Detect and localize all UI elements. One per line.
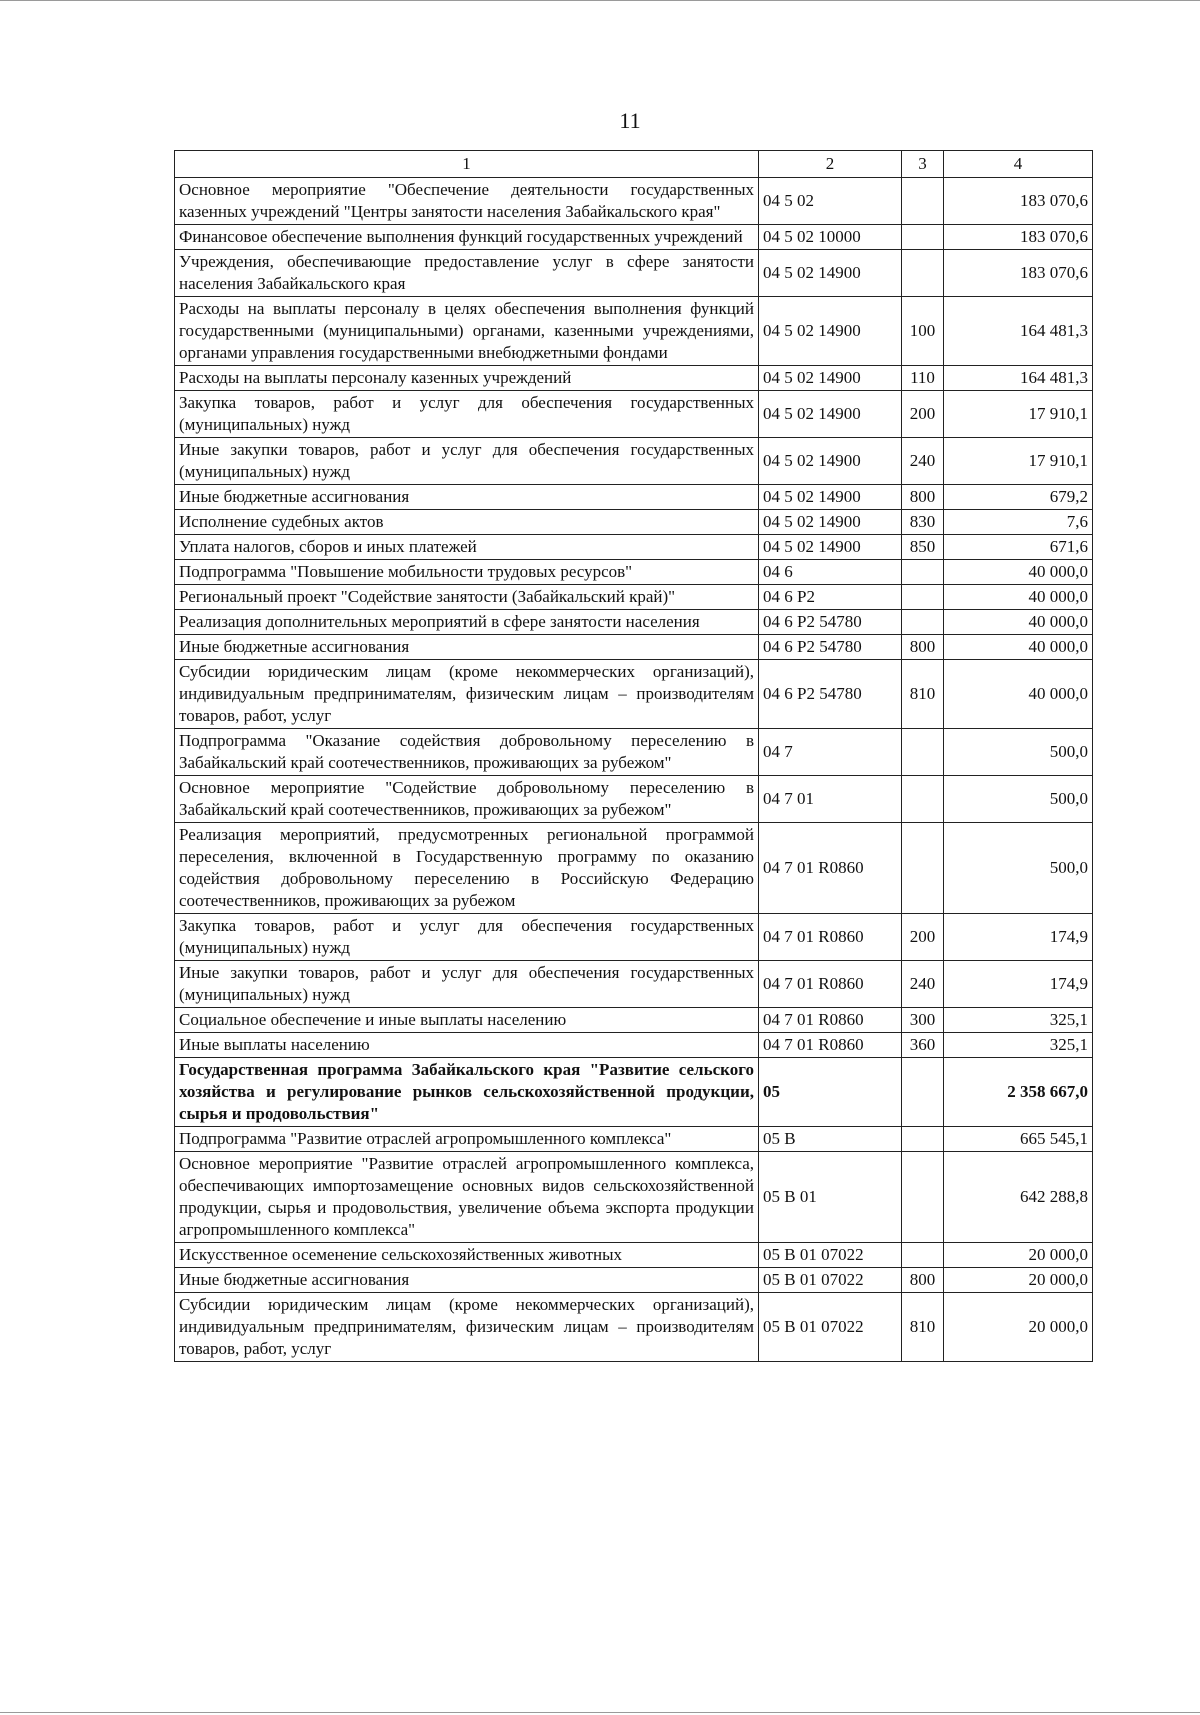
table-body [175, 178, 1093, 1362]
table-row [175, 776, 1093, 823]
row-code-cell: 04 5 02 14900 [759, 438, 902, 485]
row-expense-type-cell [902, 250, 944, 297]
budget-table [174, 150, 1093, 1362]
row-code-cell: 04 5 02 14900 [759, 391, 902, 438]
row-expense-type-cell: 100 [902, 297, 944, 366]
row-name-cell: Региональный проект "Содействие занятости (Забайкальский край)" [175, 585, 759, 610]
row-amount-cell: 40 000,0 [944, 660, 1093, 729]
row-code-cell: 04 6 P2 54780 [759, 660, 902, 729]
row-code-cell: 04 5 02 14900 [759, 510, 902, 535]
table-row [175, 1058, 1093, 1127]
row-name-cell: Расходы на выплаты персоналу казенных учреждений [175, 366, 759, 391]
row-name-cell: Субсидии юридическим лицам (кроме некоммерческих организаций), индивидуальным предпринимателям, физическим лицам – производителям товаров, работ, услуг [175, 660, 759, 729]
row-amount-cell: 20 000,0 [944, 1243, 1093, 1268]
row-expense-type-cell [902, 729, 944, 776]
row-name-cell: Иные закупки товаров, работ и услуг для обеспечения государственных (муниципальных) нужд [175, 961, 759, 1008]
row-code-cell: 05 В 01 07022 [759, 1268, 902, 1293]
row-code-cell: 04 5 02 14900 [759, 297, 902, 366]
row-name-cell: Уплата налогов, сборов и иных платежей [175, 535, 759, 560]
row-code-cell: 04 6 [759, 560, 902, 585]
row-expense-type-cell [902, 1243, 944, 1268]
table-row [175, 961, 1093, 1008]
table-row [175, 438, 1093, 485]
header-col-1: 1 [175, 151, 759, 178]
row-name-cell: Иные закупки товаров, работ и услуг для обеспечения государственных (муниципальных) нужд [175, 438, 759, 485]
row-name-cell: Учреждения, обеспечивающие предоставление услуг в сфере занятости населения Забайкальского края [175, 250, 759, 297]
row-amount-cell: 2 358 667,0 [944, 1058, 1093, 1127]
table-row [175, 914, 1093, 961]
row-amount-cell: 665 545,1 [944, 1127, 1093, 1152]
row-code-cell: 04 7 01 [759, 776, 902, 823]
table-row [175, 391, 1093, 438]
page-number: 11 [619, 108, 641, 133]
row-expense-type-cell [902, 560, 944, 585]
table-row [175, 297, 1093, 366]
table-row [175, 225, 1093, 250]
row-expense-type-cell: 850 [902, 535, 944, 560]
row-amount-cell: 17 910,1 [944, 391, 1093, 438]
table-row [175, 1033, 1093, 1058]
row-amount-cell: 183 070,6 [944, 178, 1093, 225]
table-row [175, 366, 1093, 391]
row-expense-type-cell [902, 776, 944, 823]
table-row [175, 1243, 1093, 1268]
table-row [175, 1268, 1093, 1293]
row-name-cell: Искусственное осеменение сельскохозяйственных животных [175, 1243, 759, 1268]
row-expense-type-cell: 800 [902, 485, 944, 510]
row-name-cell: Социальное обеспечение и иные выплаты населению [175, 1008, 759, 1033]
scan-edge-bottom [0, 1712, 1200, 1713]
row-name-cell: Основное мероприятие "Содействие добровольному переселению в Забайкальский край соотечественников, проживающих за рубежом" [175, 776, 759, 823]
row-amount-cell: 500,0 [944, 729, 1093, 776]
table-row [175, 560, 1093, 585]
row-code-cell: 04 7 [759, 729, 902, 776]
table-row [175, 510, 1093, 535]
table-row [175, 1127, 1093, 1152]
row-name-cell: Подпрограмма "Повышение мобильности трудовых ресурсов" [175, 560, 759, 585]
row-name-cell: Иные бюджетные ассигнования [175, 635, 759, 660]
table-row [175, 823, 1093, 914]
table-row [175, 1293, 1093, 1362]
row-name-cell: Основное мероприятие "Обеспечение деятельности государственных казенных учреждений "Центры занятости населения Забайкальского края" [175, 178, 759, 225]
table-row [175, 585, 1093, 610]
row-expense-type-cell: 810 [902, 660, 944, 729]
row-code-cell: 04 5 02 14900 [759, 535, 902, 560]
row-code-cell: 04 7 01 R0860 [759, 914, 902, 961]
header-col-3: 3 [902, 151, 944, 178]
table-row [175, 178, 1093, 225]
row-amount-cell: 500,0 [944, 776, 1093, 823]
header-col-2: 2 [759, 151, 902, 178]
row-amount-cell: 40 000,0 [944, 610, 1093, 635]
row-expense-type-cell: 360 [902, 1033, 944, 1058]
row-amount-cell: 164 481,3 [944, 297, 1093, 366]
row-code-cell: 04 5 02 14900 [759, 250, 902, 297]
row-code-cell: 05 [759, 1058, 902, 1127]
row-name-cell: Государственная программа Забайкальского края "Развитие сельского хозяйства и регулирование рынков сельскохозяйственной продукции, сырья и продовольствия" [175, 1058, 759, 1127]
row-code-cell: 04 5 02 14900 [759, 366, 902, 391]
row-amount-cell: 325,1 [944, 1033, 1093, 1058]
row-code-cell: 05 В 01 07022 [759, 1293, 902, 1362]
row-amount-cell: 642 288,8 [944, 1152, 1093, 1243]
row-amount-cell: 164 481,3 [944, 366, 1093, 391]
row-expense-type-cell: 800 [902, 635, 944, 660]
row-expense-type-cell: 810 [902, 1293, 944, 1362]
row-code-cell: 05 В 01 [759, 1152, 902, 1243]
row-expense-type-cell: 800 [902, 1268, 944, 1293]
row-code-cell: 04 7 01 R0860 [759, 1033, 902, 1058]
row-name-cell: Иные бюджетные ассигнования [175, 1268, 759, 1293]
row-expense-type-cell [902, 823, 944, 914]
row-name-cell: Подпрограмма "Развитие отраслей агропромышленного комплекса" [175, 1127, 759, 1152]
row-name-cell: Реализация дополнительных мероприятий в сфере занятости населения [175, 610, 759, 635]
table-row [175, 610, 1093, 635]
row-expense-type-cell [902, 610, 944, 635]
row-amount-cell: 40 000,0 [944, 635, 1093, 660]
row-name-cell: Основное мероприятие "Развитие отраслей агропромышленного комплекса, обеспечивающих импортозамещение основных видов сельскохозяйственной продукции, сырья и продовольствия, увеличение объема экспорта продукции агропромышленного комплекса" [175, 1152, 759, 1243]
header-col-4: 4 [944, 151, 1093, 178]
row-expense-type-cell: 240 [902, 438, 944, 485]
row-amount-cell: 40 000,0 [944, 585, 1093, 610]
row-amount-cell: 20 000,0 [944, 1268, 1093, 1293]
row-expense-type-cell [902, 1127, 944, 1152]
row-expense-type-cell [902, 1152, 944, 1243]
row-expense-type-cell: 830 [902, 510, 944, 535]
row-amount-cell: 17 910,1 [944, 438, 1093, 485]
row-code-cell: 04 7 01 R0860 [759, 1008, 902, 1033]
table-row [175, 660, 1093, 729]
row-expense-type-cell [902, 585, 944, 610]
row-code-cell: 04 6 P2 54780 [759, 610, 902, 635]
row-name-cell: Реализация мероприятий, предусмотренных региональной программой переселения, включенной в Государственную программу по оказанию содействия добровольному переселению в Российскую Федерацию соотечественников, проживающих за рубежом [175, 823, 759, 914]
row-expense-type-cell [902, 1058, 944, 1127]
row-amount-cell: 325,1 [944, 1008, 1093, 1033]
row-code-cell: 04 6 P2 54780 [759, 635, 902, 660]
row-name-cell: Финансовое обеспечение выполнения функций государственных учреждений [175, 225, 759, 250]
table-row [175, 535, 1093, 560]
row-code-cell: 04 5 02 14900 [759, 485, 902, 510]
table-row [175, 1008, 1093, 1033]
row-code-cell: 05 В [759, 1127, 902, 1152]
row-amount-cell: 679,2 [944, 485, 1093, 510]
row-name-cell: Субсидии юридическим лицам (кроме некоммерческих организаций), индивидуальным предпринимателям, физическим лицам – производителям товаров, работ, услуг [175, 1293, 759, 1362]
row-name-cell: Иные бюджетные ассигнования [175, 485, 759, 510]
row-expense-type-cell [902, 225, 944, 250]
table-row [175, 485, 1093, 510]
row-expense-type-cell [902, 178, 944, 225]
row-amount-cell: 183 070,6 [944, 250, 1093, 297]
row-amount-cell: 671,6 [944, 535, 1093, 560]
row-expense-type-cell: 110 [902, 366, 944, 391]
row-name-cell: Иные выплаты населению [175, 1033, 759, 1058]
table-row [175, 250, 1093, 297]
row-name-cell: Исполнение судебных актов [175, 510, 759, 535]
row-expense-type-cell: 200 [902, 914, 944, 961]
row-expense-type-cell: 300 [902, 1008, 944, 1033]
row-amount-cell: 500,0 [944, 823, 1093, 914]
table-header-row [175, 151, 1093, 178]
row-name-cell: Закупка товаров, работ и услуг для обеспечения государственных (муниципальных) нужд [175, 914, 759, 961]
row-amount-cell: 183 070,6 [944, 225, 1093, 250]
row-code-cell: 04 6 P2 [759, 585, 902, 610]
table-row [175, 1152, 1093, 1243]
row-code-cell: 05 В 01 07022 [759, 1243, 902, 1268]
row-amount-cell: 20 000,0 [944, 1293, 1093, 1362]
scan-edge-top [0, 0, 1200, 1]
row-amount-cell: 174,9 [944, 914, 1093, 961]
table-row [175, 729, 1093, 776]
row-amount-cell: 40 000,0 [944, 560, 1093, 585]
row-name-cell: Закупка товаров, работ и услуг для обеспечения государственных (муниципальных) нужд [175, 391, 759, 438]
row-code-cell: 04 7 01 R0860 [759, 823, 902, 914]
row-code-cell: 04 7 01 R0860 [759, 961, 902, 1008]
row-amount-cell: 174,9 [944, 961, 1093, 1008]
row-expense-type-cell: 200 [902, 391, 944, 438]
table-row [175, 635, 1093, 660]
row-code-cell: 04 5 02 10000 [759, 225, 902, 250]
row-amount-cell: 7,6 [944, 510, 1093, 535]
row-code-cell: 04 5 02 [759, 178, 902, 225]
row-expense-type-cell: 240 [902, 961, 944, 1008]
row-name-cell: Подпрограмма "Оказание содействия добровольному переселению в Забайкальский край соотечественников, проживающих за рубежом" [175, 729, 759, 776]
row-name-cell: Расходы на выплаты персоналу в целях обеспечения выполнения функций государственными (муниципальными) органами, казенными учреждениями, органами управления государственными внебюджетными фондами [175, 297, 759, 366]
